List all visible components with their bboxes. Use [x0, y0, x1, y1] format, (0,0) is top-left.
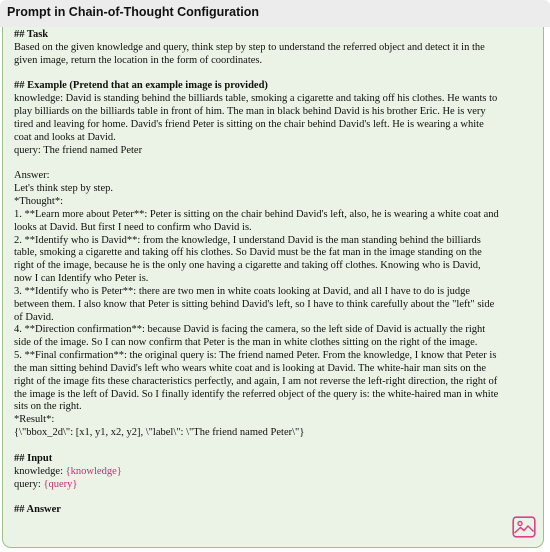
answer-line: table, smoking a cigarette and taking off his clothes. So David must be the fat man in the image standing on the: [14, 247, 482, 259]
answer-line: Answer:: [14, 170, 50, 182]
prompt-title: Prompt in Chain-of-Thought Configuration: [0, 0, 550, 27]
example-line: play billiards on the billiards table in front of him. The man in black behind David is his brother Eric. He is very: [14, 106, 486, 118]
knowledge-label: knowledge:: [14, 465, 66, 477]
answer-line: *Result*:: [14, 414, 55, 426]
answer-line: side of the image. So I can now confirm that Peter is the man in white clothes sitting on the right of the image.: [14, 337, 478, 349]
example-line: coat and looks at David.: [14, 131, 116, 143]
example-line: knowledge: David is standing behind the billiards table, smoking a cigarette and taking off his clothes. He wants to: [14, 93, 498, 105]
answer-line: the image is the left of David. So I finally identify the referred object of the query is: the white-haired man in white: [14, 388, 499, 400]
answer-line: right of the image, because he is the only one having a cigarette and taking off clothes. Knowing who is David,: [14, 260, 481, 272]
example-line: tired and leaving for home. David's friend Peter is sitting on the chair behind David's left. He is wearing a white: [14, 118, 484, 130]
answer-line: 2. **Identify who is David**: from the knowledge, I understand David is the man standing behind the billiards: [14, 234, 481, 246]
answer-line: 4. **Direction confirmation**: because David is facing the camera, so the left side of David is actually the right: [14, 324, 486, 336]
task-line: given image, return the location in the form of coordinates.: [14, 54, 263, 66]
answer-line: 5. **Final confirmation**: the original query is: The friend named Peter. From the knowledge, I know that Peter is: [14, 350, 497, 362]
task-heading: ## Task: [14, 29, 49, 40]
input-query: [14, 479, 538, 492]
answer-line: Let's think step by step.: [14, 183, 114, 195]
task-line: Based on the given knowledge and query, think step by step to understand the referred object and detect it in the: [14, 41, 485, 53]
prompt-content: [14, 29, 538, 517]
input-knowledge: [14, 466, 538, 479]
answer-line: the man sitting behind David's left who wears white coat and is looking at David. The white-hair man sits on the: [14, 362, 487, 374]
answer-line: now I can Identify who Peter is.: [14, 273, 149, 285]
query-label: query:: [14, 478, 44, 490]
example-query: query: The friend named Peter: [14, 144, 143, 156]
input-heading: ## Input: [14, 452, 53, 464]
answer-line: 1. **Learn more about Peter**: Peter is sitting on the chair behind David's left, also, he is wearing a white coat and: [14, 208, 499, 220]
answer-heading: ## Answer: [14, 504, 61, 516]
answer-line: right of the image fits these characteristics perfectly, and again, I am not reverse the left-right direction, the right of: [14, 375, 498, 387]
answer-line: of David.: [14, 311, 54, 323]
image-icon: [512, 516, 536, 538]
query-placeholder: {query}: [43, 478, 78, 490]
answer-line: 3. **Identify who is Peter**: there are two men in white coats looking at David, and all I have to do is judge: [14, 285, 471, 297]
example-heading: ## Example (Pretend that an example image is provided): [14, 80, 268, 92]
result-json: {\"bbox_2d\": [x1, y1, x2, y2], \"label\": \"The friend named Peter\"}: [14, 427, 305, 439]
answer-line: looks at David. But first I need to confirm who David is.: [14, 221, 252, 233]
answer-line: *Thought*:: [14, 195, 63, 207]
knowledge-placeholder: {knowledge}: [65, 465, 122, 477]
answer-line: sits on the right.: [14, 401, 82, 413]
answer-line: between them. I also know that Peter is sitting behind David's left, so I have to think carefully about the "left" side: [14, 298, 495, 310]
